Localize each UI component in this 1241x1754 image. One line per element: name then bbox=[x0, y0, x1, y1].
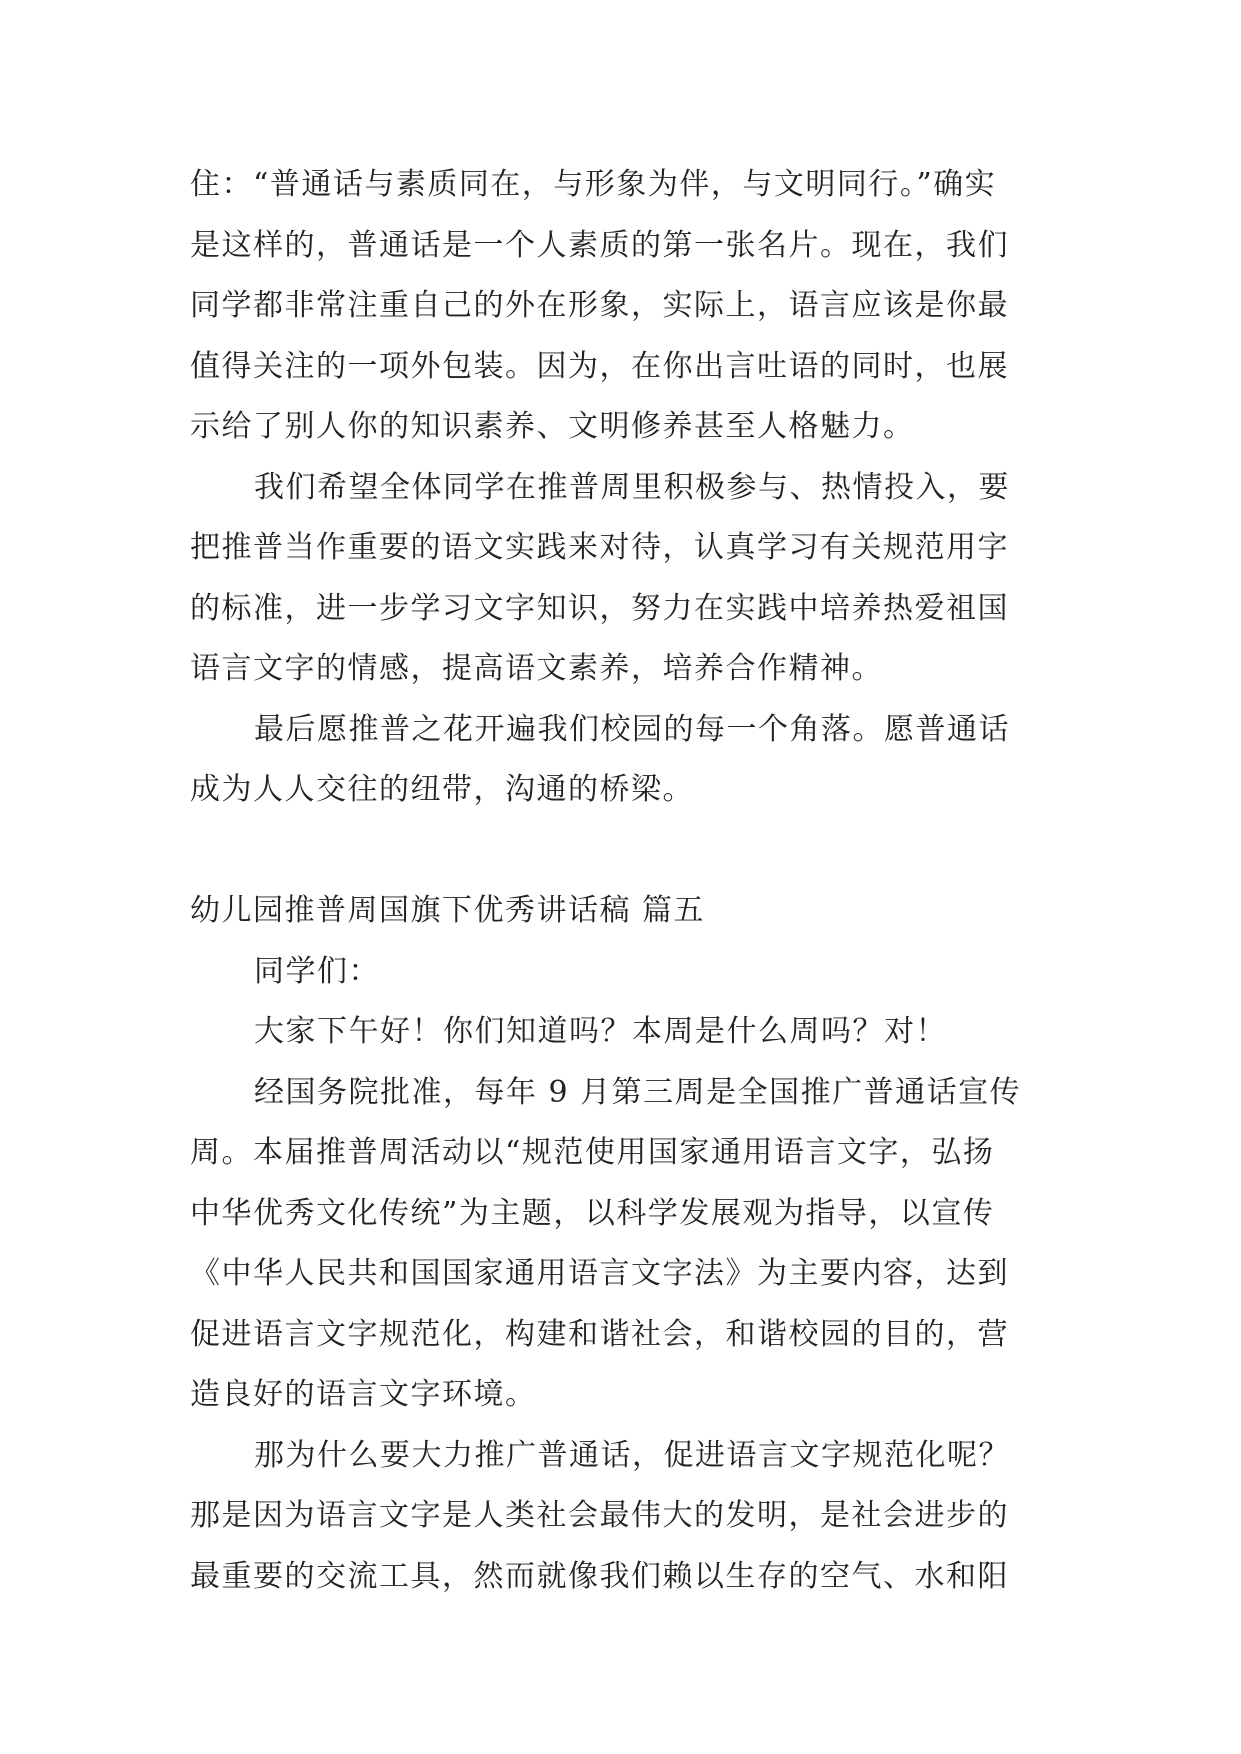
text-line: 《中华人民共和国国家通用语言文字法》为主要内容，达到 bbox=[190, 1256, 1009, 1291]
paragraph-first-line: 那为什么要大力推广普通话，促进语言文字规范化呢？ bbox=[254, 1437, 1010, 1473]
text-line: 住：“普通话与素质同在，与形象为伴，与文明同行。”确实 bbox=[190, 167, 997, 202]
paragraph-first-line: 我们希望全体同学在推普周里积极参与、热情投入，要 bbox=[254, 469, 1010, 505]
paragraph-first-line: 经国务院批准，每年 9 月第三周是全国推广普通话宣传 bbox=[254, 1074, 1022, 1110]
text-line: 的标准，进一步学习文字知识，努力在实践中培养热爱祖国 bbox=[190, 590, 1009, 626]
text-line: 最重要的交流工具，然而就像我们赖以生存的空气、水和阳 bbox=[190, 1558, 1009, 1594]
section-spacer bbox=[190, 821, 1050, 882]
text-line: 成为人人交往的纽带，沟通的桥梁。 bbox=[190, 772, 694, 807]
paragraph-first-line: 大家下午好！你们知道吗？本周是什么周吗？对！ bbox=[254, 1014, 947, 1049]
text-line: 造良好的语言文字环境。 bbox=[190, 1377, 537, 1412]
text-line: 那是因为语言文字是人类社会最伟大的发明，是社会进步的 bbox=[190, 1498, 1009, 1533]
text-line: 中华优秀文化传统”为主题，以科学发展观为指导，以宣传 bbox=[190, 1195, 995, 1231]
text-line: 周。本届推普周活动以“规范使用国家通用语言文字，弘扬 bbox=[190, 1135, 995, 1170]
text-line: 示给了别人你的知识素养、文明修养甚至人格魅力。 bbox=[190, 409, 915, 444]
text-line: 语言文字的情感，提高语文素养，培养合作精神。 bbox=[190, 651, 883, 686]
text-line: 把推普当作重要的语文实践来对待，认真学习有关规范用字 bbox=[190, 530, 1009, 565]
text-line: 值得关注的一项外包装。因为，在你出言吐语的同时，也展 bbox=[190, 348, 1009, 384]
salutation: 同学们： bbox=[254, 953, 380, 989]
section-heading: 幼儿园推普周国旗下优秀讲话稿 篇五 bbox=[190, 893, 706, 928]
paragraph-first-line: 最后愿推普之花开遍我们校园的每一个角落。愿普通话 bbox=[254, 711, 1010, 747]
text-line: 促进语言文字规范化，构建和谐社会，和谐校园的目的，营 bbox=[190, 1316, 1009, 1352]
text-line: 是这样的，普通话是一个人素质的第一张名片。现在，我们 bbox=[190, 227, 1009, 263]
document-body bbox=[190, 155, 1050, 1607]
text-line: 同学都非常注重自己的外在形象，实际上，语言应该是你最 bbox=[190, 288, 1009, 323]
